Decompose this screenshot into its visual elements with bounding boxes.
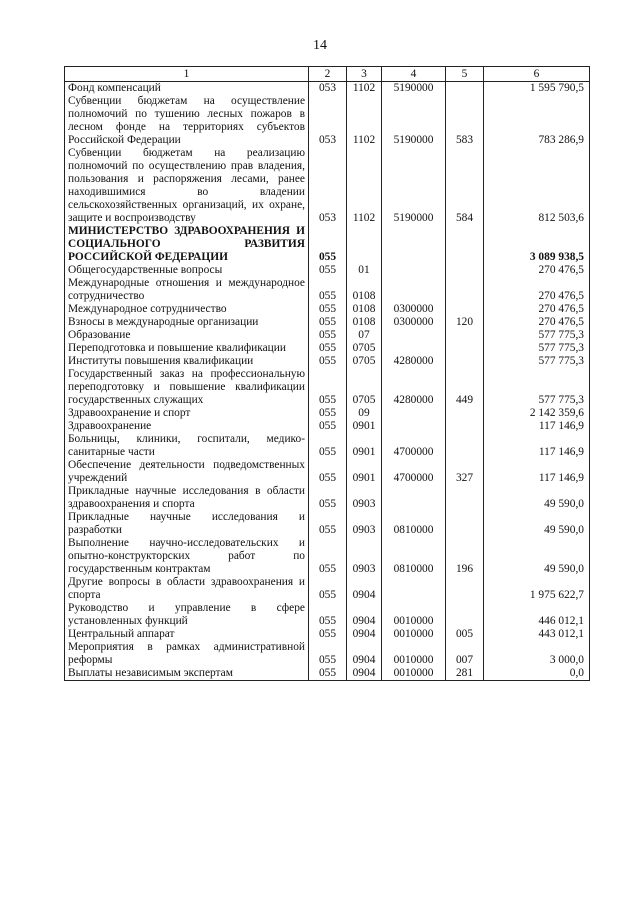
amount-cell: 577 775,3 (484, 368, 590, 407)
row-name-cell: Центральный аппарат (65, 628, 309, 641)
table-row (65, 303, 590, 316)
section-code-cell (347, 225, 382, 264)
table-row (65, 342, 590, 355)
amount-cell: 1 595 790,5 (484, 82, 590, 96)
expense-code-cell: 449 (446, 368, 484, 407)
target-code-cell: 0010000 (382, 641, 446, 667)
admin-code-cell: 055 (309, 368, 347, 407)
target-code-cell (382, 420, 446, 433)
expense-code-cell (446, 602, 484, 628)
amount-cell: 49 590,0 (484, 511, 590, 537)
row-name-cell: Переподготовка и повышение квалификации (65, 342, 309, 355)
table-row (65, 316, 590, 329)
budget-table (64, 66, 590, 681)
row-name-cell: Прикладные научные исследования и разработки (65, 511, 309, 537)
table-row (65, 433, 590, 459)
amount-cell: 577 775,3 (484, 329, 590, 342)
section-code-cell: 01 (347, 264, 382, 277)
row-name-cell: Мероприятия в рамках административной реформы (65, 641, 309, 667)
amount-cell: 117 146,9 (484, 433, 590, 459)
section-code-cell: 0904 (347, 628, 382, 641)
table-row (65, 82, 590, 96)
target-code-cell: 4280000 (382, 355, 446, 368)
section-code-cell: 0705 (347, 355, 382, 368)
table-row (65, 459, 590, 485)
section-code-cell: 0901 (347, 459, 382, 485)
table-body (65, 82, 590, 681)
admin-code-cell: 055 (309, 342, 347, 355)
section-code-cell: 0705 (347, 368, 382, 407)
target-code-cell: 4700000 (382, 433, 446, 459)
section-code-cell: 1102 (347, 82, 382, 96)
row-name-cell: Международные отношения и международное сотрудничество (65, 277, 309, 303)
row-name-cell: Выплаты независимым экспертам (65, 667, 309, 681)
expense-code-cell: 327 (446, 459, 484, 485)
section-code-cell: 0904 (347, 667, 382, 681)
row-name-cell: Обеспечение деятельности подведомственных учреждений (65, 459, 309, 485)
amount-cell: 49 590,0 (484, 537, 590, 576)
target-code-cell (382, 576, 446, 602)
target-code-cell (382, 329, 446, 342)
target-code-cell: 0010000 (382, 628, 446, 641)
expense-code-cell (446, 82, 484, 96)
table-row (65, 667, 590, 681)
admin-code-cell: 055 (309, 433, 347, 459)
section-code-cell: 0108 (347, 277, 382, 303)
admin-code-cell: 053 (309, 82, 347, 96)
admin-code-cell: 055 (309, 576, 347, 602)
table-row (65, 95, 590, 147)
expense-code-cell (446, 225, 484, 264)
section-code-cell: 0901 (347, 420, 382, 433)
expense-code-cell: 583 (446, 95, 484, 147)
admin-code-cell: 055 (309, 537, 347, 576)
target-code-cell (382, 225, 446, 264)
amount-cell: 270 476,5 (484, 316, 590, 329)
row-name-cell: Международное сотрудничество (65, 303, 309, 316)
admin-code-cell: 055 (309, 329, 347, 342)
row-name-cell: Образование (65, 329, 309, 342)
expense-code-cell (446, 576, 484, 602)
admin-code-cell: 053 (309, 95, 347, 147)
row-name-cell: Руководство и управление в сфере установленных функций (65, 602, 309, 628)
column-header: 6 (484, 67, 590, 82)
section-code-cell: 0108 (347, 316, 382, 329)
amount-cell: 117 146,9 (484, 459, 590, 485)
row-name-cell: Фонд компенсаций (65, 82, 309, 96)
table-row (65, 537, 590, 576)
row-name-cell: Прикладные научные исследования в области здравоохранения и спорта (65, 485, 309, 511)
row-name-cell: Здравоохранение (65, 420, 309, 433)
target-code-cell: 5190000 (382, 147, 446, 225)
admin-code-cell: 055 (309, 264, 347, 277)
admin-code-cell: 055 (309, 459, 347, 485)
expense-code-cell (446, 277, 484, 303)
expense-code-cell (446, 264, 484, 277)
table-row (65, 147, 590, 225)
target-code-cell (382, 342, 446, 355)
expense-code-cell (446, 342, 484, 355)
admin-code-cell: 055 (309, 303, 347, 316)
column-header: 4 (382, 67, 446, 82)
row-name-cell: Другие вопросы в области здравоохранения и спорта (65, 576, 309, 602)
row-name-cell: Здравоохранение и спорт (65, 407, 309, 420)
amount-cell: 3 000,0 (484, 641, 590, 667)
expense-code-cell (446, 433, 484, 459)
expense-code-cell (446, 329, 484, 342)
section-code-cell: 0903 (347, 485, 382, 511)
expense-code-cell: 120 (446, 316, 484, 329)
table-row (65, 602, 590, 628)
section-code-cell: 1102 (347, 147, 382, 225)
target-code-cell: 0010000 (382, 602, 446, 628)
table-header-row (65, 67, 590, 82)
amount-cell: 49 590,0 (484, 485, 590, 511)
amount-cell: 0,0 (484, 667, 590, 681)
column-header: 1 (65, 67, 309, 82)
target-code-cell (382, 277, 446, 303)
target-code-cell: 0010000 (382, 667, 446, 681)
admin-code-cell: 055 (309, 602, 347, 628)
column-header: 5 (446, 67, 484, 82)
amount-cell: 2 142 359,6 (484, 407, 590, 420)
target-code-cell: 4700000 (382, 459, 446, 485)
row-name-cell: Субвенции бюджетам на реализацию полномочий по осуществлению прав владения, пользования и распоряжения лесами, ранее находившимися во владении сельскохозяйственных организаций, их охране, защите и воспроизводству (65, 147, 309, 225)
amount-cell: 577 775,3 (484, 355, 590, 368)
expense-code-cell: 196 (446, 537, 484, 576)
admin-code-cell: 055 (309, 355, 347, 368)
target-code-cell: 0810000 (382, 511, 446, 537)
row-name-cell: Институты повышения квалификации (65, 355, 309, 368)
row-name-cell: Больницы, клиники, госпитали, медико-санитарные части (65, 433, 309, 459)
expense-code-cell (446, 355, 484, 368)
section-code-cell: 0108 (347, 303, 382, 316)
section-code-cell: 0904 (347, 576, 382, 602)
expense-code-cell (446, 485, 484, 511)
section-code-cell: 07 (347, 329, 382, 342)
admin-code-cell: 055 (309, 511, 347, 537)
amount-cell: 270 476,5 (484, 303, 590, 316)
target-code-cell (382, 407, 446, 420)
table-row (65, 329, 590, 342)
admin-code-cell: 053 (309, 147, 347, 225)
admin-code-cell: 055 (309, 641, 347, 667)
admin-code-cell: 055 (309, 628, 347, 641)
row-name-cell: Общегосударственные вопросы (65, 264, 309, 277)
expense-code-cell: 007 (446, 641, 484, 667)
table-row (65, 225, 590, 264)
section-code-cell: 1102 (347, 95, 382, 147)
table-row (65, 628, 590, 641)
page-number: 14 (313, 38, 327, 53)
table-row (65, 264, 590, 277)
table-row (65, 407, 590, 420)
section-code-cell: 0903 (347, 511, 382, 537)
column-header: 2 (309, 67, 347, 82)
amount-cell: 812 503,6 (484, 147, 590, 225)
table-row (65, 511, 590, 537)
target-code-cell (382, 485, 446, 511)
amount-cell: 783 286,9 (484, 95, 590, 147)
target-code-cell: 5190000 (382, 82, 446, 96)
target-code-cell: 4280000 (382, 368, 446, 407)
table-row (65, 420, 590, 433)
target-code-cell: 0810000 (382, 537, 446, 576)
row-name-cell: Выполнение научно-исследовательских и опытно-конструкторских работ по государственным контрактам (65, 537, 309, 576)
amount-cell: 1 975 622,7 (484, 576, 590, 602)
table-row (65, 355, 590, 368)
admin-code-cell: 055 (309, 420, 347, 433)
amount-cell: 270 476,5 (484, 264, 590, 277)
expense-code-cell: 005 (446, 628, 484, 641)
amount-cell: 117 146,9 (484, 420, 590, 433)
table-row (65, 485, 590, 511)
target-code-cell: 0300000 (382, 316, 446, 329)
target-code-cell (382, 264, 446, 277)
amount-cell: 446 012,1 (484, 602, 590, 628)
section-code-cell: 0903 (347, 537, 382, 576)
row-name-cell: Взносы в международные организации (65, 316, 309, 329)
admin-code-cell: 055 (309, 225, 347, 264)
admin-code-cell: 055 (309, 407, 347, 420)
expense-code-cell: 584 (446, 147, 484, 225)
section-code-cell: 0705 (347, 342, 382, 355)
row-name-cell: Государственный заказ на профессиональную переподготовку и повышение квалификации государственных служащих (65, 368, 309, 407)
admin-code-cell: 055 (309, 667, 347, 681)
table-row (65, 641, 590, 667)
expense-code-cell (446, 303, 484, 316)
column-header: 3 (347, 67, 382, 82)
section-code-cell: 09 (347, 407, 382, 420)
target-code-cell: 0300000 (382, 303, 446, 316)
table-row (65, 368, 590, 407)
admin-code-cell: 055 (309, 316, 347, 329)
expense-code-cell (446, 511, 484, 537)
row-name-cell: Субвенции бюджетам на осуществление полномочий по тушению лесных пожаров в лесном фонде на территориях субъектов Российской Федерации (65, 95, 309, 147)
row-name-cell: МИНИСТЕРСТВО ЗДРАВООХРАНЕНИЯ И СОЦИАЛЬНОГО РАЗВИТИЯ РОССИЙСКОЙ ФЕДЕРАЦИИ (65, 225, 309, 264)
table-row (65, 277, 590, 303)
amount-cell: 3 089 938,5 (484, 225, 590, 264)
section-code-cell: 0904 (347, 602, 382, 628)
amount-cell: 270 476,5 (484, 277, 590, 303)
target-code-cell: 5190000 (382, 95, 446, 147)
expense-code-cell: 281 (446, 667, 484, 681)
admin-code-cell: 055 (309, 485, 347, 511)
amount-cell: 577 775,3 (484, 342, 590, 355)
table-row (65, 576, 590, 602)
admin-code-cell: 055 (309, 277, 347, 303)
expense-code-cell (446, 420, 484, 433)
expense-code-cell (446, 407, 484, 420)
section-code-cell: 0901 (347, 433, 382, 459)
section-code-cell: 0904 (347, 641, 382, 667)
amount-cell: 443 012,1 (484, 628, 590, 641)
